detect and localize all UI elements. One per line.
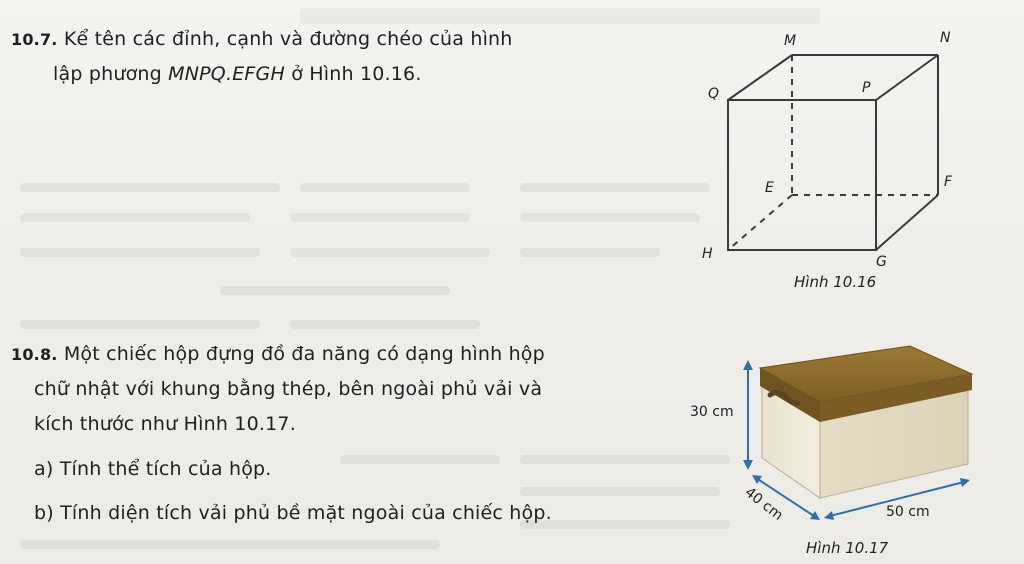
exercise-number: 10.8. bbox=[11, 345, 58, 364]
figure-10-16-cube bbox=[690, 20, 970, 300]
height-label: 30 cm bbox=[690, 404, 734, 420]
cube-name: MNPQ.EFGH bbox=[168, 63, 285, 85]
vertex-label-q: Q bbox=[708, 86, 720, 102]
edge-np bbox=[876, 55, 938, 100]
vertex-label-h: H bbox=[702, 246, 713, 262]
arrowhead-down bbox=[743, 460, 753, 470]
figure-caption-10-16: Hình 10.16 bbox=[794, 273, 877, 291]
arrowhead-up bbox=[743, 360, 753, 370]
edge-fg bbox=[876, 195, 938, 250]
figure-10-17-box bbox=[690, 340, 1010, 540]
exercise-text: lập phương bbox=[53, 63, 169, 85]
exercise-10-8-part-a: a) Tính thể tích của hộp. bbox=[34, 458, 272, 480]
vertex-label-m: M bbox=[784, 33, 797, 49]
exercise-10-7-line-2 bbox=[53, 59, 422, 89]
exercise-text: ở Hình 10.16. bbox=[284, 63, 422, 85]
exercise-10-7-line-1 bbox=[11, 24, 513, 55]
vertex-label-n: N bbox=[940, 30, 951, 46]
exercise-number: 10.7. bbox=[11, 30, 58, 49]
arrowhead-width-end bbox=[960, 478, 970, 487]
front-face bbox=[728, 100, 876, 250]
vertex-label-e: E bbox=[765, 180, 774, 196]
arrowhead-depth-start bbox=[752, 475, 762, 484]
vertex-label-f: F bbox=[944, 174, 953, 190]
depth-label: 40 cm bbox=[741, 484, 786, 524]
arrowhead-width-start bbox=[824, 511, 834, 520]
exercise-text: Một chiếc hộp đựng đồ đa năng có dạng hình hộp bbox=[63, 343, 545, 365]
exercise-10-8-line-1 bbox=[11, 339, 545, 370]
vertex-label-g: G bbox=[876, 254, 887, 270]
edge-mq bbox=[728, 55, 792, 100]
vertex-label-p: P bbox=[862, 80, 871, 96]
exercise-10-8-line-3: kích thước như Hình 10.17. bbox=[34, 413, 296, 435]
exercise-text: Kể tên các đỉnh, cạnh và đường chéo của hình bbox=[63, 28, 513, 50]
exercise-10-8-part-b: b) Tính diện tích vải phủ bề mặt ngoài của chiếc hộp. bbox=[34, 502, 552, 524]
width-label: 50 cm bbox=[886, 504, 930, 520]
figure-caption-10-17: Hình 10.17 bbox=[806, 539, 889, 557]
exercise-10-8-line-2: chữ nhật với khung bằng thép, bên ngoài phủ vải và bbox=[34, 378, 543, 400]
edge-eh-hidden bbox=[728, 195, 792, 250]
